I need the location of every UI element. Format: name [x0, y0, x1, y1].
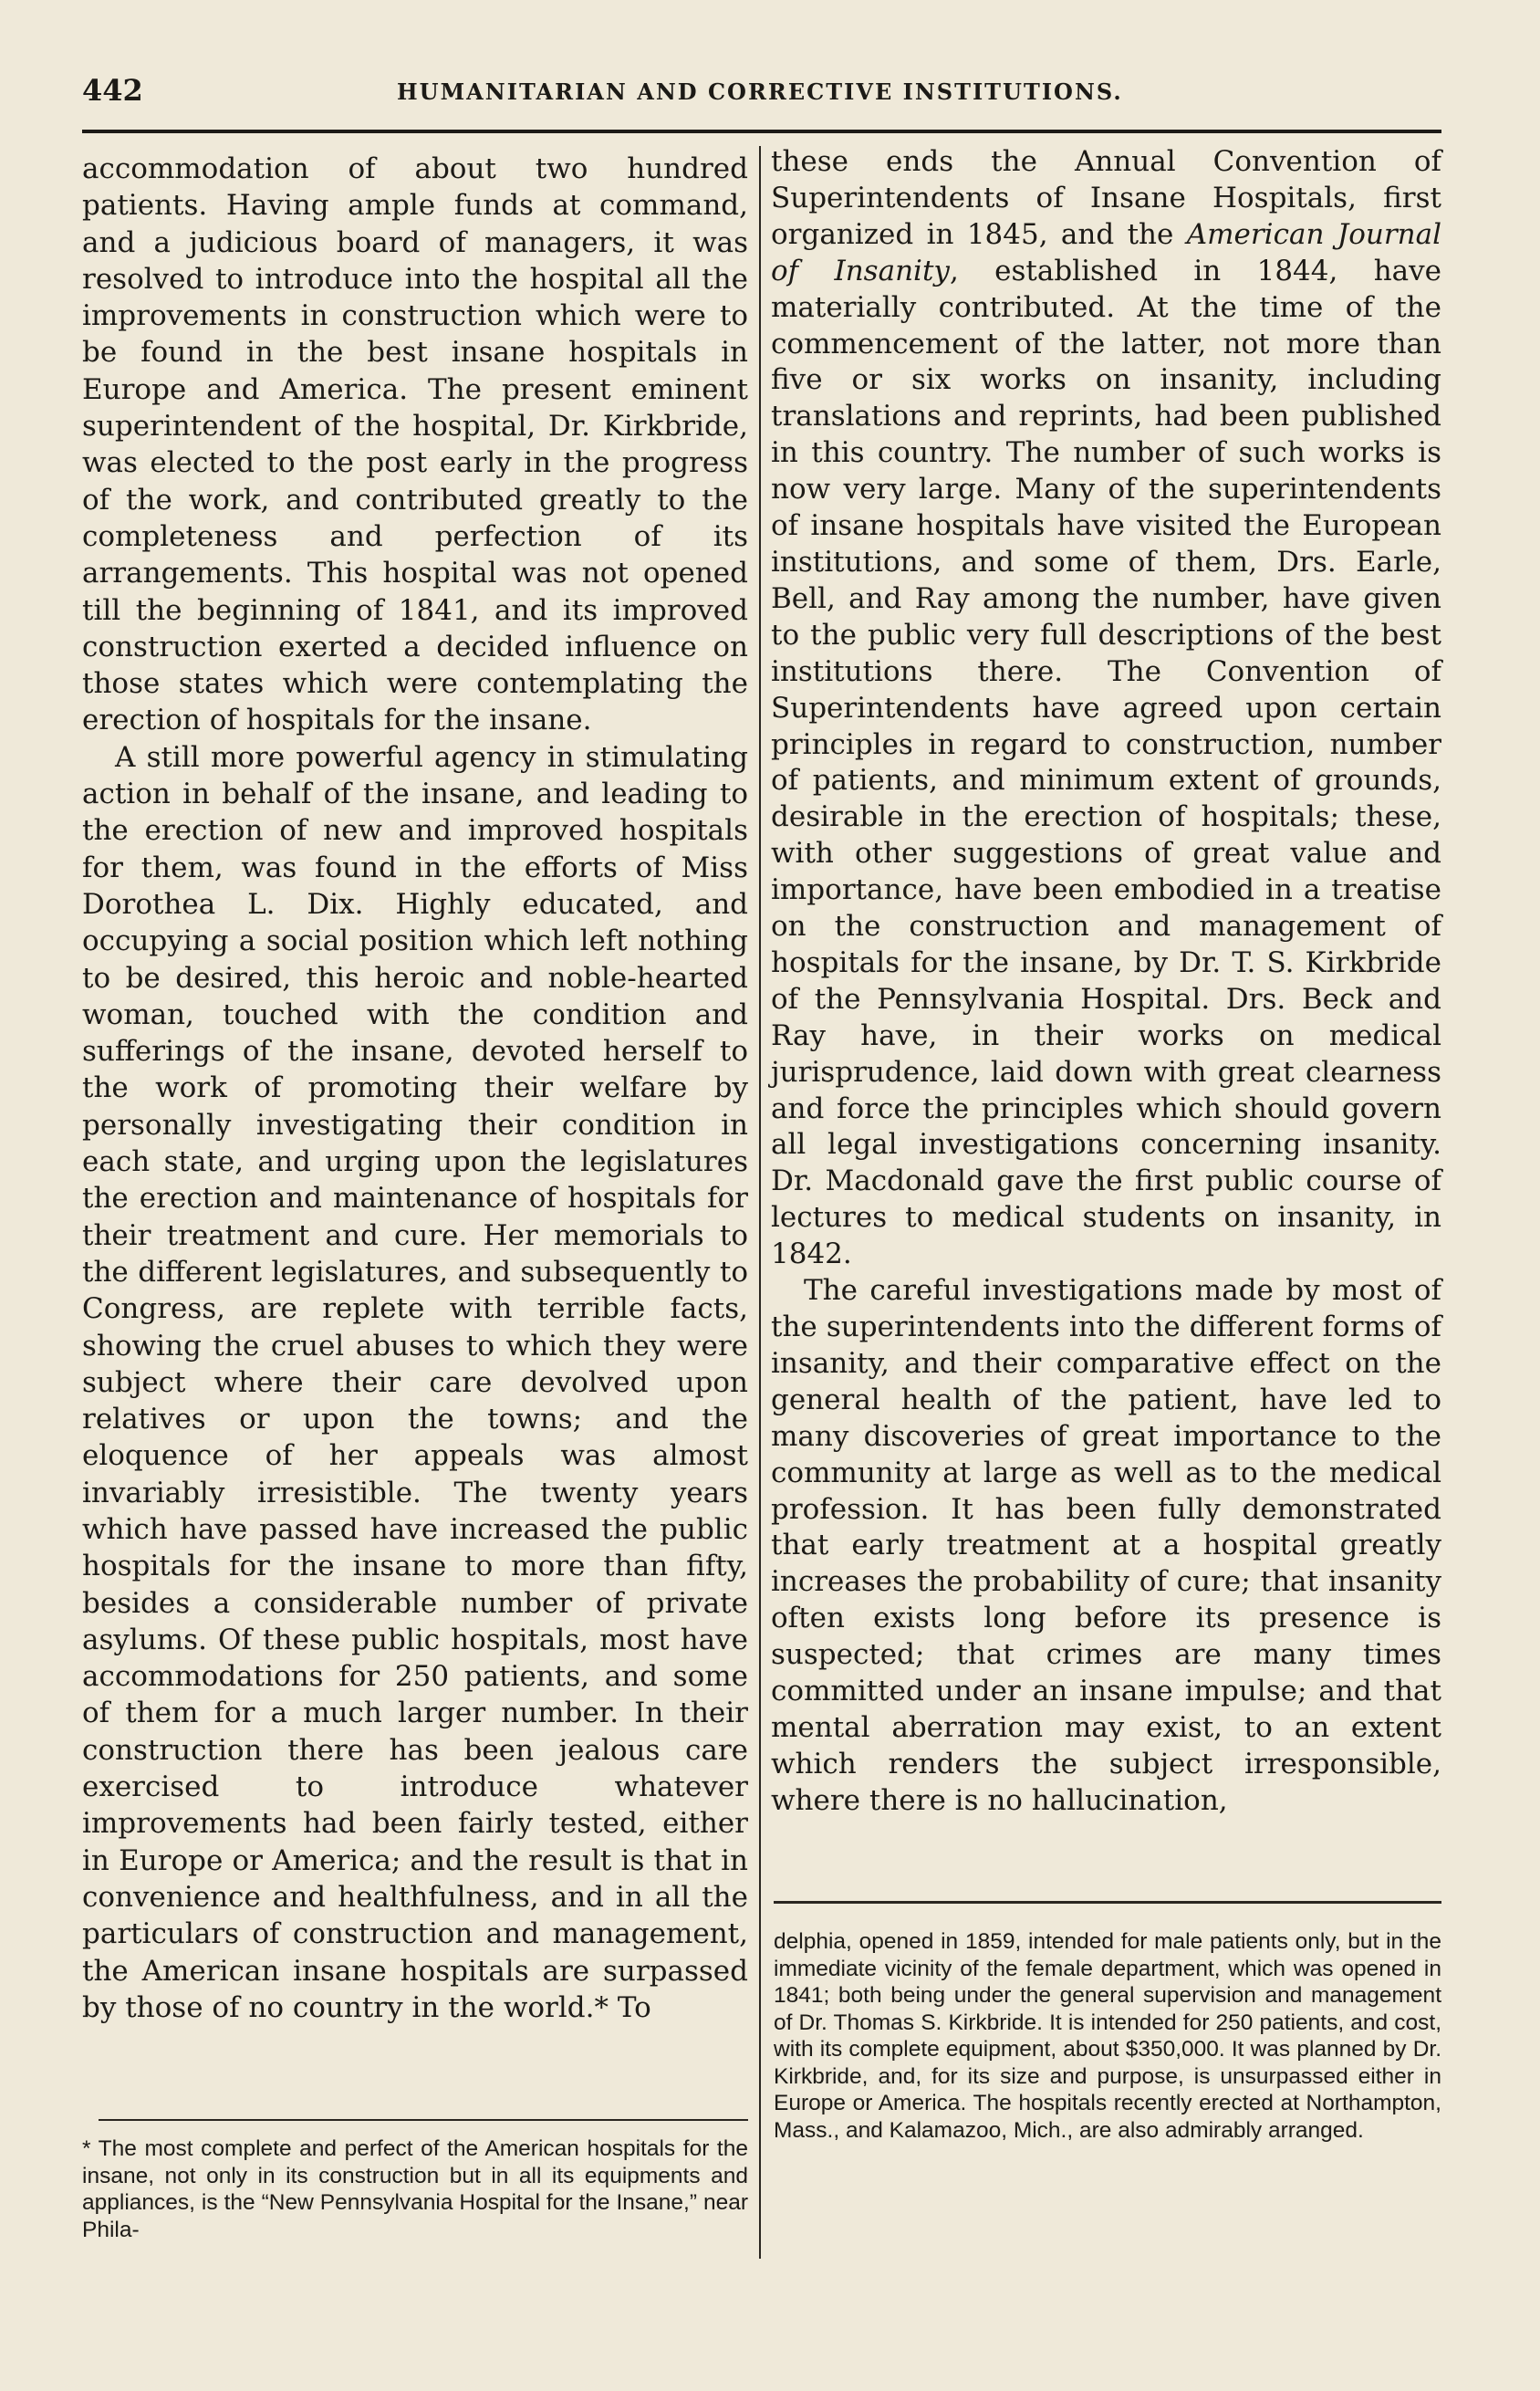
right-paragraph-2: The careful investigations made by most of the superintendents into the different forms of insanity, and their comparative effect on the general health of the patient, have led to many discoveries of great importance to the community at large as well as to the medical profession. It has been fully demonstrated that early treatment at a hospital greatly increases the probability of cure; that insanity often exists long before its presence is suspected; that crimes are many times committed under an insane impulse; and that mental aberration may exist, to an extent which renders the subject irresponsible, where there is no hallucination, — [771, 1274, 1441, 1817]
footnote-right — [774, 1928, 1441, 2144]
footnote-right-text: delphia, opened in 1859, intended for male patients only, but in the immediate vicinity of the female department, which was opened in 1841; both being under the general supervision and management of Dr. Thomas S. Kirkbride. It is intended for 250 patients, and cost, with its complete equipment, about $350,000. It was planned by Dr. Kirkbride, and, for its size and purpose, is unsurpassed either in Europe or America. The hospitals recently erected at Northampton, Mass., and Kalamazoo, Mich., are also admirably arranged. — [774, 1929, 1441, 2143]
footnote-left-text: * The most complete and perfect of the American hospitals for the insane, not only in its construction but in all its equipments and appliances, is the “New Pennsylvania Hospital for the Insane,” near Phila- — [82, 2136, 748, 2242]
right-column — [771, 144, 1441, 1820]
right-paragraph-1 — [771, 144, 1441, 1273]
left-column — [82, 151, 748, 2026]
running-head: HUMANITARIAN AND CORRECTIVE INSTITUTIONS. — [397, 78, 1123, 105]
right-paragraph-1-text-a: these ends the Annual Convention of Superintendents of Insane Hospitals, first organized in 1845, and the — [771, 145, 1441, 251]
right-paragraph-1-text-b: , established in 1844, have materially contributed. At the time of the commencement of the latter, not more than five or six works on insanity, including translations and reprints, had been published in this country. The number of such works is now very large. Many of the superintendents of insane hospitals have visited the European institutions, and some of them, Drs. Earle, Bell, and Ray among the number, have given to the public very full descriptions of the best institutions there. The Convention of Superintendents have agreed upon certain principles in regard to construction, number of patients, and minimum extent of grounds, desirable in the erection of hospitals; these, with other suggestions of great value and importance, have been embodied in a treatise on the construction and management of hospitals for the insane, by Dr. T. S. Kirkbride of the Pennsylvania Hospital. Drs. Beck and Ray have, in their works on medical jurisprudence, laid down with great clearness and force the principles which should govern all legal investigations concerning insanity. Dr. Macdonald gave the first public course of lectures to medical students on insanity, in 1842. — [771, 254, 1441, 1271]
page-header — [82, 73, 1441, 111]
journal-title: American Journal of Insanity — [771, 217, 1442, 287]
footnote-left — [82, 2135, 748, 2243]
footnote-rule-right — [774, 1901, 1441, 1904]
page-number: 442 — [82, 73, 143, 108]
header-rule — [82, 130, 1441, 133]
footnote-rule-left — [99, 2119, 748, 2121]
left-paragraph-2: A still more powerful agency in stimulating action in behalf of the insane, and leading to the erection of new and improved hospitals for them, was found in the efforts of Miss Dorothea L. Dix. Highly educated, and occupying a social position which left nothing to be desired, this heroic and noble-hearted woman, touched with the condition and sufferings of the insane, devoted herself to the work of promoting their welfare by personally investigating their condition in each state, and urging upon the legislatures the erection and maintenance of hospitals for their treatment and cure. Her memorials to the different legislatures, and subsequently to Congress, are replete with terrible facts, showing the cruel abuses to which they were subject where their care devolved upon relatives or upon the towns; and the eloquence of her appeals was almost invariably irresistible. The twenty years which have passed have increased the public hospitals for the insane to more than fifty, besides a considerable number of private asylums. Of these public hospitals, most have accommodations for 250 patients, and some of them for a much larger number. In their construction there has been jealous care exercised to introduce whatever improvements had been fairly tested, either in Europe or America; and the result is that in convenience and healthfulness, and in all the particulars of construction and management, the American insane hospitals are surpassed by those of no country in the world.* To — [82, 740, 748, 2024]
left-paragraph-1: accommodation of about two hundred patients. Having ample funds at command, and a judicious board of managers, it was resolved to introduce into the hospital all the improvements in construction which were to be found in the best insane hospitals in Europe and America. The present eminent superintendent of the hospital, Dr. Kirkbride, was elected to the post early in the progress of the work, and contributed greatly to the completeness and perfection of its arrangements. This hospital was not opened till the beginning of 1841, and its improved construction exerted a decided influence on those states which were contemplating the erection of hospitals for the insane. — [82, 152, 748, 737]
column-divider — [759, 146, 761, 2259]
